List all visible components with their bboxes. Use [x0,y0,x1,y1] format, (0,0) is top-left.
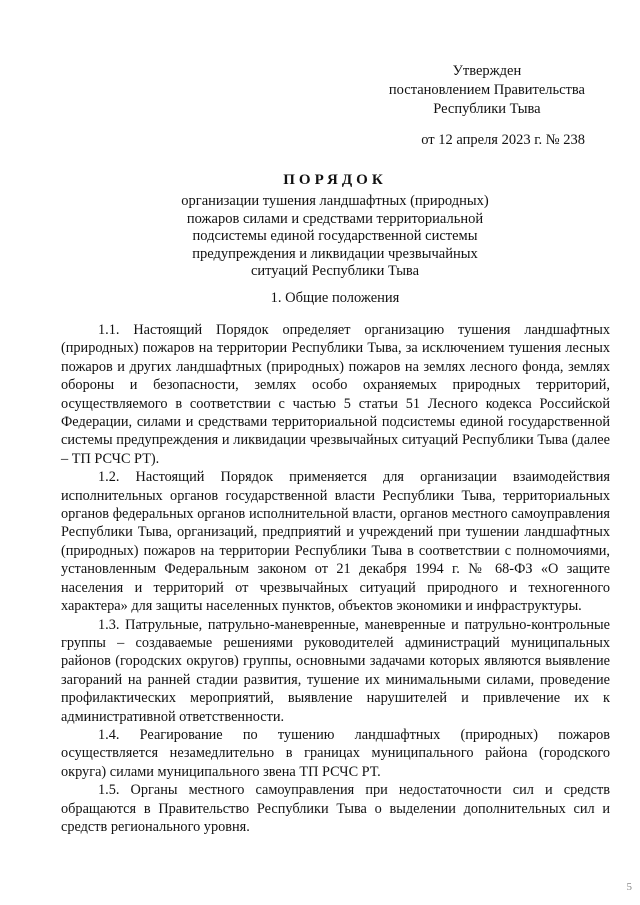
subtitle-line: организации тушения ландшафтных (природных) [181,193,489,209]
subtitle-line: предупреждения и ликвидации чрезвычайных [192,245,478,262]
subtitle-line: ситуаций Республики Тыва [250,263,420,279]
page-number: 5 [626,881,632,893]
subtitle-line: пожаров силами и средствами территориальной [186,210,484,227]
approval-line-republic: Республики Тыва [433,101,541,117]
approval-line-decree: постановлением Правительства [388,82,585,98]
document-title: ПОРЯДОК [283,172,387,188]
approval-date: от 12 апреля 2023 г. № 238 [421,132,585,148]
paragraph-1-4: 1.4. Реагирование по тушению ландшафтных (природных) пожаров осуществляется незамедлительно в границах муниципального района (городского округа) силами муниципального звена ТП РСЧС РТ. [61,726,610,780]
section-heading: 1. Общие положения [270,290,400,306]
approval-block [389,62,585,150]
paragraph-1-3: 1.3. Патрульные, патрульно-маневренные, маневренные и патрульно-контрольные группы – создаваемые решениями руководителей администраций муниципальных районов (городских округов) группы, основными задачами которых являются выявление загораний на ранней стадии развития, тушение их минимальными силами, проведение профилактических мероприятий, выявление нарушителей и привлечение их к административной ответственности. [61,616,610,725]
approval-line-approved: Утвержден [452,63,522,79]
document-subtitle [150,193,520,281]
paragraph-1-2: 1.2. Настоящий Порядок применяется для организации взаимодействия исполнительных органов государственной власти Республики Тыва, территориальных органов федеральных органов исполнительной власти, органов местного самоуправления Республики Тыва, организаций, предприятий и учреждений при тушении ландшафтных (природных) пожаров на территории Республики Тыва в соответствии с полномочиями, установленным Федеральным законом от 21 декабря 1994 г. № 68-ФЗ «О защите населения и территорий от чрезвычайных ситуаций природного и техногенного характера» для защиты населенных пунктов, объектов экономики и инфраструктуры. [61,469,610,615]
paragraph-1-5: 1.5. Органы местного самоуправления при недостаточности сил и средств обращаются в Правительство Республики Тыва о выделении дополнительных сил и средств регионального уровня. [61,782,610,835]
document-body [61,321,610,836]
paragraph-1-1: 1.1. Настоящий Порядок определяет организацию тушения ландшафтных (природных) пожаров на территории Республики Тыва, за исключением тушения лесных пожаров и других ландшафтных (природных) пожаров на землях лесного фонда, землях обороны и безопасности, землях особо охраняемых природных территорий, осуществляемого в соответствии с частью 5 статьи 51 Лесного кодекса Российской Федерации, силами и средствами территориальной подсистемы единой государственной системы предупреждения и ликвидации чрезвычайных ситуаций Республики Тыва (далее – ТП РСЧС РТ). [61,322,610,467]
subtitle-line: подсистемы единой государственной системы [192,228,478,244]
